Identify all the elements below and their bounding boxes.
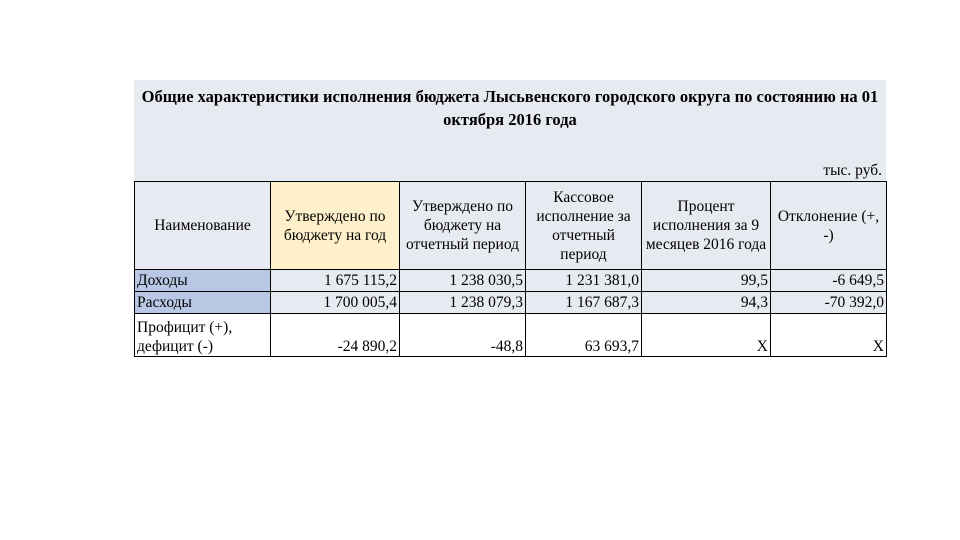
cell-execution-percent: Х	[642, 314, 771, 357]
budget-table	[134, 181, 887, 357]
cell-deviation: -6 649,5	[771, 270, 887, 292]
title-area	[134, 80, 886, 181]
cell-approved-year: -24 890,2	[271, 314, 400, 357]
cell-deviation: Х	[771, 314, 887, 357]
row-label: Расходы	[135, 292, 271, 314]
cell-approved-period: 1 238 030,5	[400, 270, 526, 292]
cell-cash-execution: 63 693,7	[526, 314, 642, 357]
header-row	[135, 182, 887, 270]
row-label: Профицит (+), дефицит (-)	[135, 314, 271, 357]
cell-approved-year: 1 675 115,2	[271, 270, 400, 292]
column-header-approved-year: Утверждено по бюджету на год	[271, 182, 400, 270]
report-title: Общие характеристики исполнения бюджета Лысьвенского городского округа по состоянию на 01 октября 2016 года	[141, 87, 879, 129]
cell-approved-period: -48,8	[400, 314, 526, 357]
column-header-name: Наименование	[135, 182, 271, 270]
table-row-income	[135, 270, 887, 292]
units-label: тыс. руб.	[823, 162, 882, 179]
row-label: Доходы	[135, 270, 271, 292]
cell-deviation: -70 392,0	[771, 292, 887, 314]
cell-execution-percent: 94,3	[642, 292, 771, 314]
column-header-approved-period: Утверждено по бюджету на отчетный период	[400, 182, 526, 270]
column-header-execution-percent: Процент исполнения за 9 месяцев 2016 года	[642, 182, 771, 270]
budget-report	[134, 80, 886, 357]
cell-cash-execution: 1 167 687,3	[526, 292, 642, 314]
cell-approved-year: 1 700 005,4	[271, 292, 400, 314]
table-row-balance	[135, 314, 887, 357]
cell-execution-percent: 99,5	[642, 270, 771, 292]
column-header-cash-execution: Кассовое исполнение за отчетный период	[526, 182, 642, 270]
cell-cash-execution: 1 231 381,0	[526, 270, 642, 292]
column-header-deviation: Отклонение (+, -)	[771, 182, 887, 270]
table-row-expenses	[135, 292, 887, 314]
cell-approved-period: 1 238 079,3	[400, 292, 526, 314]
